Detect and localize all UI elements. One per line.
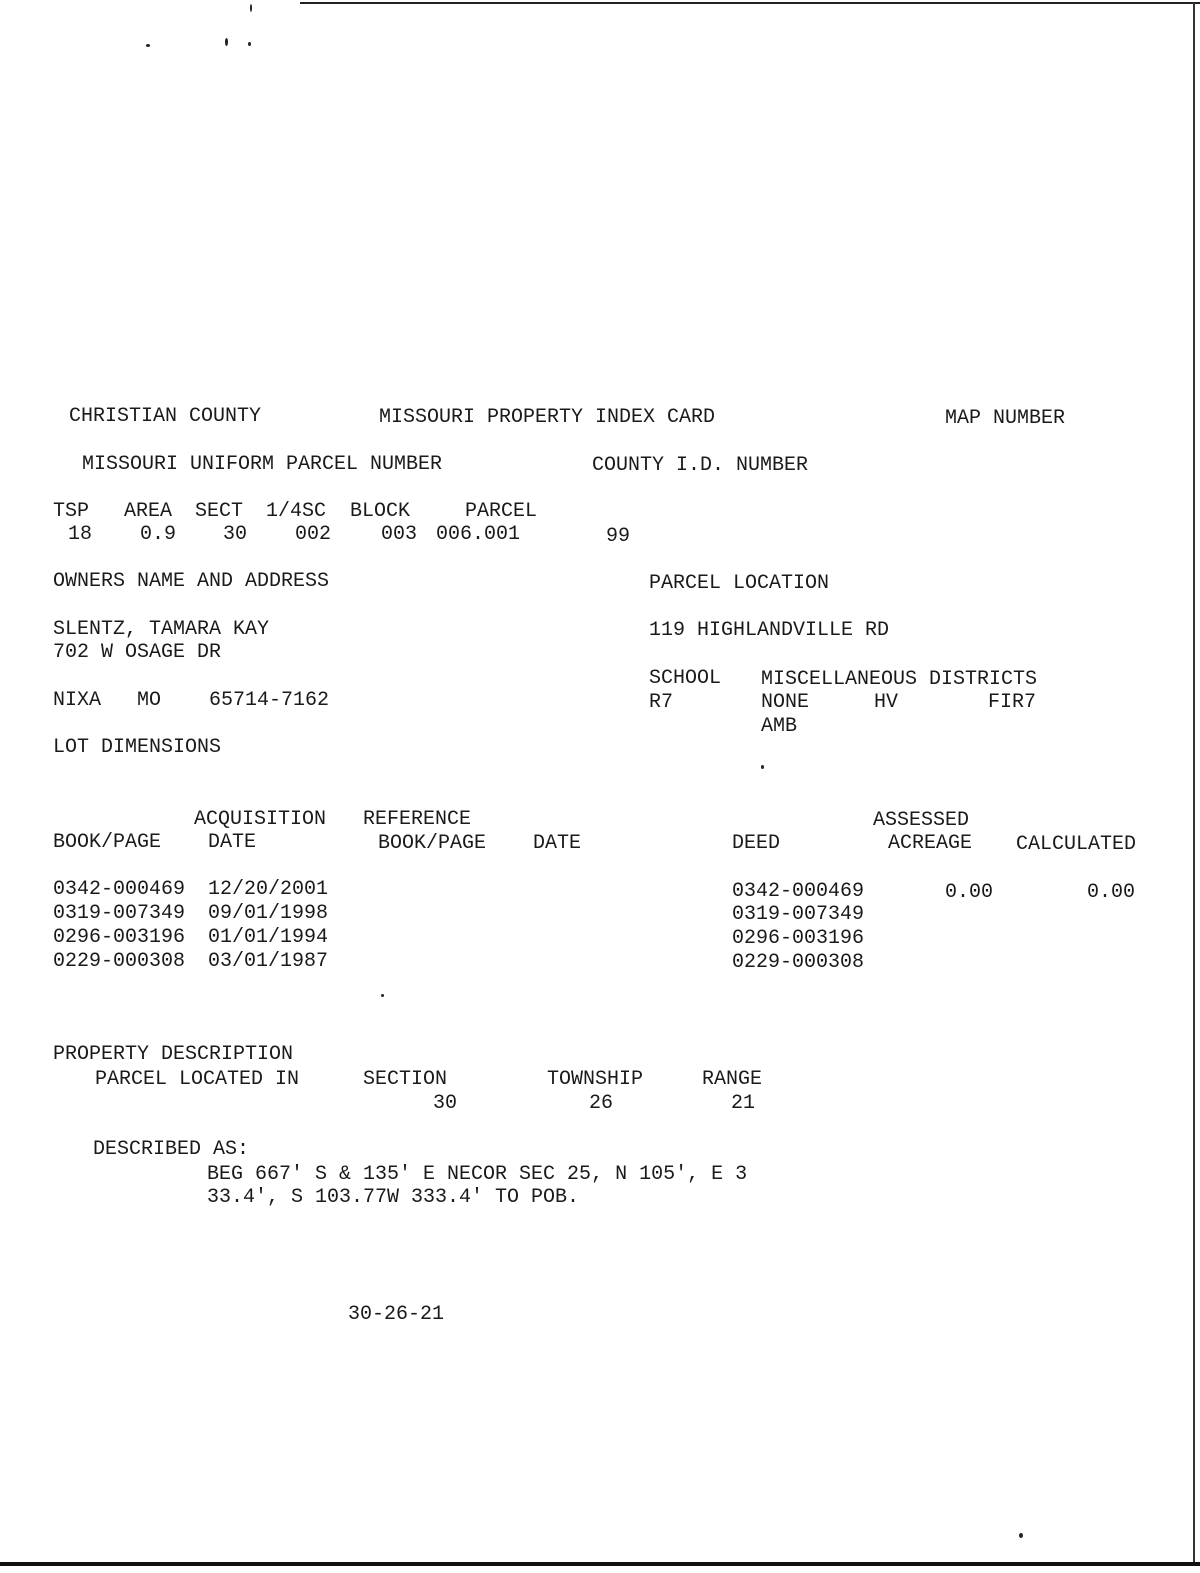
lot-dimensions-label: LOT DIMENSIONS (53, 736, 222, 759)
scan-speck (250, 4, 252, 12)
acquisition-book-page: 0342-000469 (53, 878, 186, 901)
quarter-section-value: 002 (295, 523, 332, 546)
owner-label: OWNERS NAME AND ADDRESS (53, 570, 330, 593)
owner-name: SLENTZ, TAMARA KAY (53, 618, 270, 641)
legal-description-line: BEG 667' S & 135' E NECOR SEC 25, N 105', E 3 (207, 1163, 748, 1186)
parcel-location-address: 119 HIGHLANDVILLE RD (649, 619, 890, 642)
date-header: DATE (208, 831, 257, 854)
deed-reference: 0229-000308 (732, 951, 865, 974)
county-id-value: 99 (606, 525, 631, 548)
quarter-section-header: 1/4SC (266, 500, 327, 523)
scan-speck (761, 765, 764, 769)
deed-reference: 0296-003196 (732, 927, 865, 950)
tsp-header: TSP (53, 500, 90, 523)
acquisition-date: 01/01/1994 (208, 926, 329, 949)
acquisition-date: 03/01/1987 (208, 950, 329, 973)
owner-city: NIXA (53, 689, 102, 712)
township-value: 26 (589, 1092, 614, 1115)
district-value: NONE (761, 691, 810, 714)
calculated-header: CALCULATED (1016, 833, 1137, 856)
deed-reference: 0342-000469 (732, 880, 865, 903)
range-label: RANGE (702, 1068, 763, 1091)
school-value: R7 (649, 691, 674, 714)
scan-border-top (300, 2, 1200, 4)
area-header: AREA (124, 500, 173, 523)
parcel-value: 006.001 (436, 523, 521, 546)
district-value: HV (874, 691, 899, 714)
reference-label: REFERENCE (363, 808, 472, 831)
owner-zip: 65714-7162 (209, 689, 330, 712)
acquisition-date: 12/20/2001 (208, 878, 329, 901)
owner-state: MO (137, 689, 162, 712)
acquisition-book-page: 0319-007349 (53, 902, 186, 925)
parcel-located-label: PARCEL LOCATED IN (95, 1068, 300, 1091)
calculated-acreage-value: 0.00 (1087, 881, 1136, 904)
district-value: FIR7 (988, 691, 1037, 714)
acreage-header: ACREAGE (888, 832, 973, 855)
misc-districts-label: MISCELLANEOUS DISTRICTS (761, 668, 1038, 691)
scan-speck (1019, 1533, 1023, 1538)
deed-reference: 0319-007349 (732, 903, 865, 926)
property-description-label: PROPERTY DESCRIPTION (53, 1043, 294, 1066)
deed-header: DEED (732, 832, 781, 855)
scan-speck (381, 994, 384, 997)
section-value: 30 (433, 1092, 458, 1115)
township-label: TOWNSHIP (547, 1068, 644, 1091)
book-page-header: BOOK/PAGE (53, 831, 162, 854)
acquisition-book-page: 0296-003196 (53, 926, 186, 949)
card-title: MISSOURI PROPERTY INDEX CARD (379, 406, 716, 429)
block-value: 003 (381, 523, 418, 546)
scan-speck (248, 42, 251, 46)
acquisition-book-page: 0229-000308 (53, 950, 186, 973)
tsp-value: 18 (68, 523, 93, 546)
ref-book-page-header: BOOK/PAGE (378, 832, 487, 855)
acquisition-date: 09/01/1998 (208, 902, 329, 925)
assessed-acreage-value: 0.00 (945, 881, 994, 904)
assessed-label: ASSESSED (873, 809, 970, 832)
scan-speck (146, 44, 150, 47)
section-label: SECTION (363, 1068, 448, 1091)
district-value: AMB (761, 715, 798, 738)
school-label: SCHOOL (649, 667, 722, 690)
sect-header: SECT (195, 500, 244, 523)
legal-description-line: 33.4', S 103.77W 333.4' TO POB. (207, 1186, 580, 1209)
parcel-location-label: PARCEL LOCATION (649, 572, 830, 595)
area-value: 0.9 (140, 523, 177, 546)
scan-border-right (1193, 2, 1195, 1562)
sect-value: 30 (223, 523, 248, 546)
ref-date-header: DATE (533, 832, 582, 855)
county-name: CHRISTIAN COUNTY (69, 405, 262, 428)
range-value: 21 (731, 1092, 756, 1115)
scan-border-bottom (0, 1562, 1200, 1566)
uniform-parcel-label: MISSOURI UNIFORM PARCEL NUMBER (82, 453, 443, 476)
acquisition-label: ACQUISITION (194, 808, 327, 831)
scan-speck (225, 38, 228, 46)
map-number-label: MAP NUMBER (945, 407, 1066, 430)
block-header: BLOCK (350, 500, 411, 523)
county-id-label: COUNTY I.D. NUMBER (592, 454, 809, 477)
footer-code: 30-26-21 (348, 1303, 445, 1326)
described-as-label: DESCRIBED AS: (93, 1138, 250, 1161)
owner-street: 702 W OSAGE DR (53, 641, 222, 664)
parcel-header: PARCEL (465, 500, 538, 523)
